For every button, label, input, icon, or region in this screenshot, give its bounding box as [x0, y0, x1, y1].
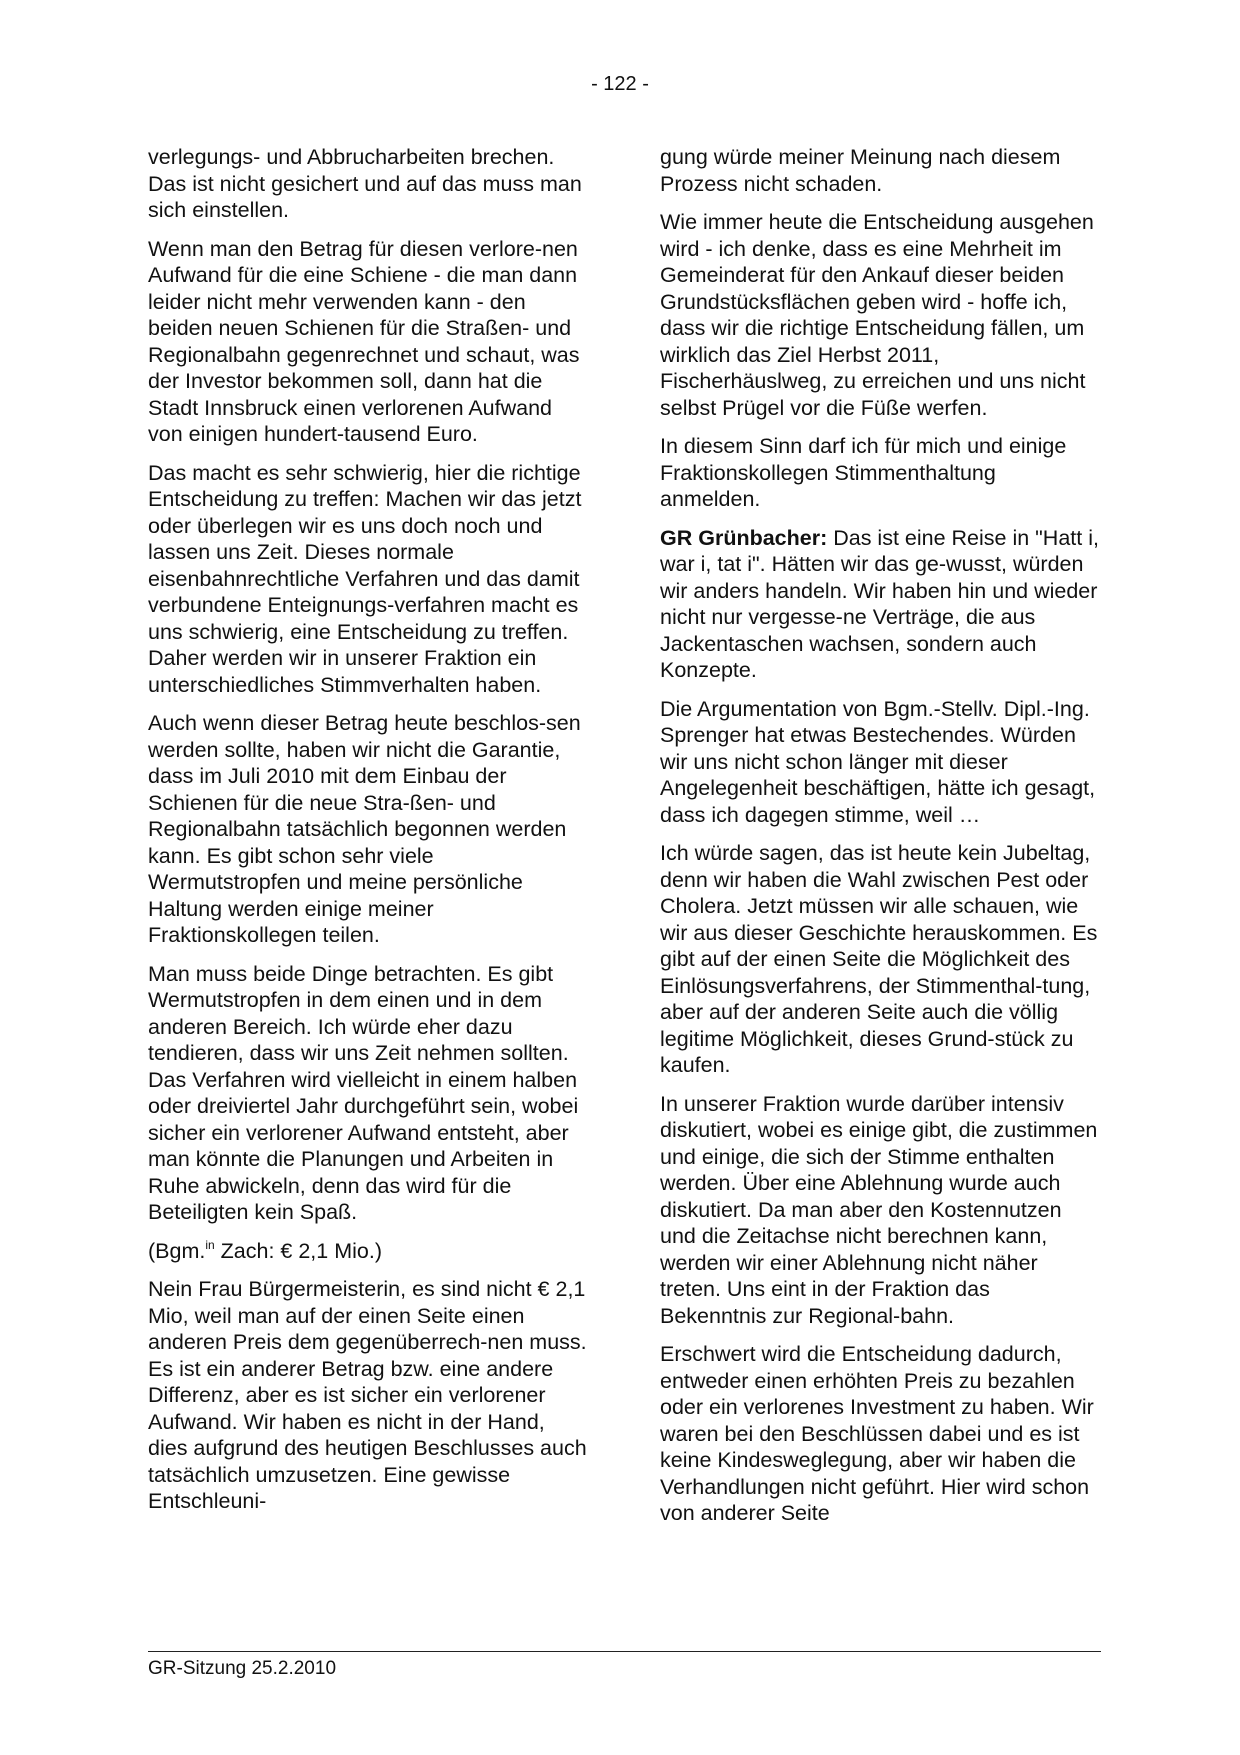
paragraph: Wie immer heute die Entscheidung ausgehen wird - ich denke, dass es eine Mehrheit im Gemeinderat für den Ankauf dieser beiden Grundstücksflächen geben wird - hoffe ich, dass wir die richtige Entscheidung fällen, um wirklich das Ziel Herbst 2011, Fischerhäuslweg, zu erreichen und uns nicht selbst Prügel vor die Füße werfen.	[660, 210, 1094, 420]
speech-paragraph	[660, 525, 1100, 684]
paragraph: Das macht es sehr schwierig, hier die richtige Entscheidung zu treffen: Machen wir das jetzt oder überlegen wir es uns doch noch und lassen uns Zeit. Dieses normale eisenbahnrechtliche Verfahren und das damit verbundene Enteignungs-verfahren macht es uns schwierig, eine Entscheidung zu treffen. Daher werden wir in unserer Fraktion ein unterschiedliches Stimmverhalten haben.	[148, 460, 582, 697]
footer-text: GR-Sitzung 25.2.2010	[148, 1658, 337, 1679]
paragraph: Nein Frau Bürgermeisterin, es sind nicht € 2,1 Mio, weil man auf der einen Seite einen anderen Preis dem gegenüberrech-nen muss. Es ist ein anderer Betrag bzw. eine andere Differenz, aber es ist sicher ein verlorener Aufwand. Wir haben es nicht in der Hand, dies aufgrund des heutigen Beschlusses auch tatsächlich umzusetzen. Eine gewisse Entschleuni-	[148, 1277, 587, 1513]
interjection-open: (Bgm.	[148, 1238, 206, 1263]
paragraph: gung würde meiner Meinung nach diesem Prozess nicht schaden.	[660, 145, 1061, 196]
interjection-superscript: in	[205, 1237, 215, 1252]
paragraph: verlegungs- und Abbrucharbeiten brechen. Das ist nicht gesichert und auf das muss man sich einstellen.	[148, 145, 582, 222]
speech-text: Das ist eine Reise in "Hatt i, war i, tat i". Hätten wir das ge-wusst, würden wir anders handeln. Wir haben hin und wieder nicht nur vergesse-ne Verträge, die aus Jackentaschen wachsen, sondern auch Konzepte.	[660, 525, 1099, 682]
right-column	[660, 144, 1100, 1539]
paragraph: Erschwert wird die Entscheidung dadurch, entweder einen erhöhten Preis zu bezahlen oder ein verlorenes Investment zu haben. Wir waren bei den Beschlüssen dabei und es ist keine Kindesweglegung, aber wir haben die Verhandlungen nicht geführt. Hier wird schon von anderer Seite	[660, 1342, 1094, 1525]
paragraph: Die Argumentation von Bgm.-Stellv. Dipl.-Ing. Sprenger hat etwas Bestechendes. Würden wir uns nicht schon länger mit dieser Angelegenheit beschäftigen, hätte ich gesagt, dass ich dagegen stimme, weil …	[660, 696, 1096, 827]
paragraph: Wenn man den Betrag für diesen verlore-nen Aufwand für die eine Schiene - die man dann leider nicht mehr verwenden kann - den beiden neuen Schienen für die Straßen- und Regionalbahn gegenrechnet und schaut, was der Investor bekommen soll, dann hat die Stadt Innsbruck einen verlorenen Aufwand von einigen hundert-tausend Euro.	[148, 236, 580, 446]
interjection-rest: Zach: € 2,1 Mio.)	[214, 1238, 382, 1263]
paragraph: In diesem Sinn darf ich für mich und einige Fraktionskollegen Stimmenthaltung anmelden.	[660, 434, 1067, 511]
paragraph: Ich würde sagen, das ist heute kein Jubeltag, denn wir haben die Wahl zwischen Pest oder Cholera. Jetzt müssen wir alle schauen, wie wir aus dieser Geschichte herauskommen. Es gibt auf der einen Seite die Möglichkeit des Einlösungsverfahrens, der Stimmenthal-tung, aber auf der anderen Seite auch die völlig legitime Möglichkeit, dieses Grund-stück zu kaufen.	[660, 841, 1098, 1077]
left-column	[148, 144, 588, 1527]
footer-divider	[148, 1651, 1101, 1652]
page-number: - 122 -	[591, 73, 649, 95]
paragraph: Man muss beide Dinge betrachten. Es gibt Wermutstropfen in dem einen und in dem anderen Bereich. Ich würde eher dazu tendieren, dass wir uns Zeit nehmen sollten. Das Verfahren wird vielleicht in einem halben oder dreiviertel Jahr durchgeführt sein, wobei sicher ein verlorener Aufwand entsteht, aber man könnte die Planungen und Arbeiten in Ruhe abwickeln, denn das wird für die Beteiligten kein Spaß.	[148, 961, 579, 1224]
paragraph: Auch wenn dieser Betrag heute beschlos-sen werden sollte, haben wir nicht die Garantie, dass im Juli 2010 mit dem Einbau der Schienen für die neue Stra-ßen- und Regionalbahn tatsächlich begonnen werden kann. Es gibt schon sehr viele Wermutstropfen und meine persönliche Haltung werden einige meiner Fraktionskollegen teilen.	[148, 711, 581, 947]
speaker-name: GR Grünbacher:	[660, 525, 828, 550]
interjection	[148, 1238, 588, 1265]
paragraph: In unserer Fraktion wurde darüber intensiv diskutiert, wobei es einige gibt, die zustimmen und einige, die sich der Stimme enthalten werden. Über eine Ablehnung wurde auch diskutiert. Da man aber den Kostennutzen und die Zeitachse nicht berechnen kann, werden wir einer Ablehnung nicht näher treten. Uns eint in der Fraktion das Bekenntnis zur Regional-bahn.	[660, 1091, 1098, 1328]
